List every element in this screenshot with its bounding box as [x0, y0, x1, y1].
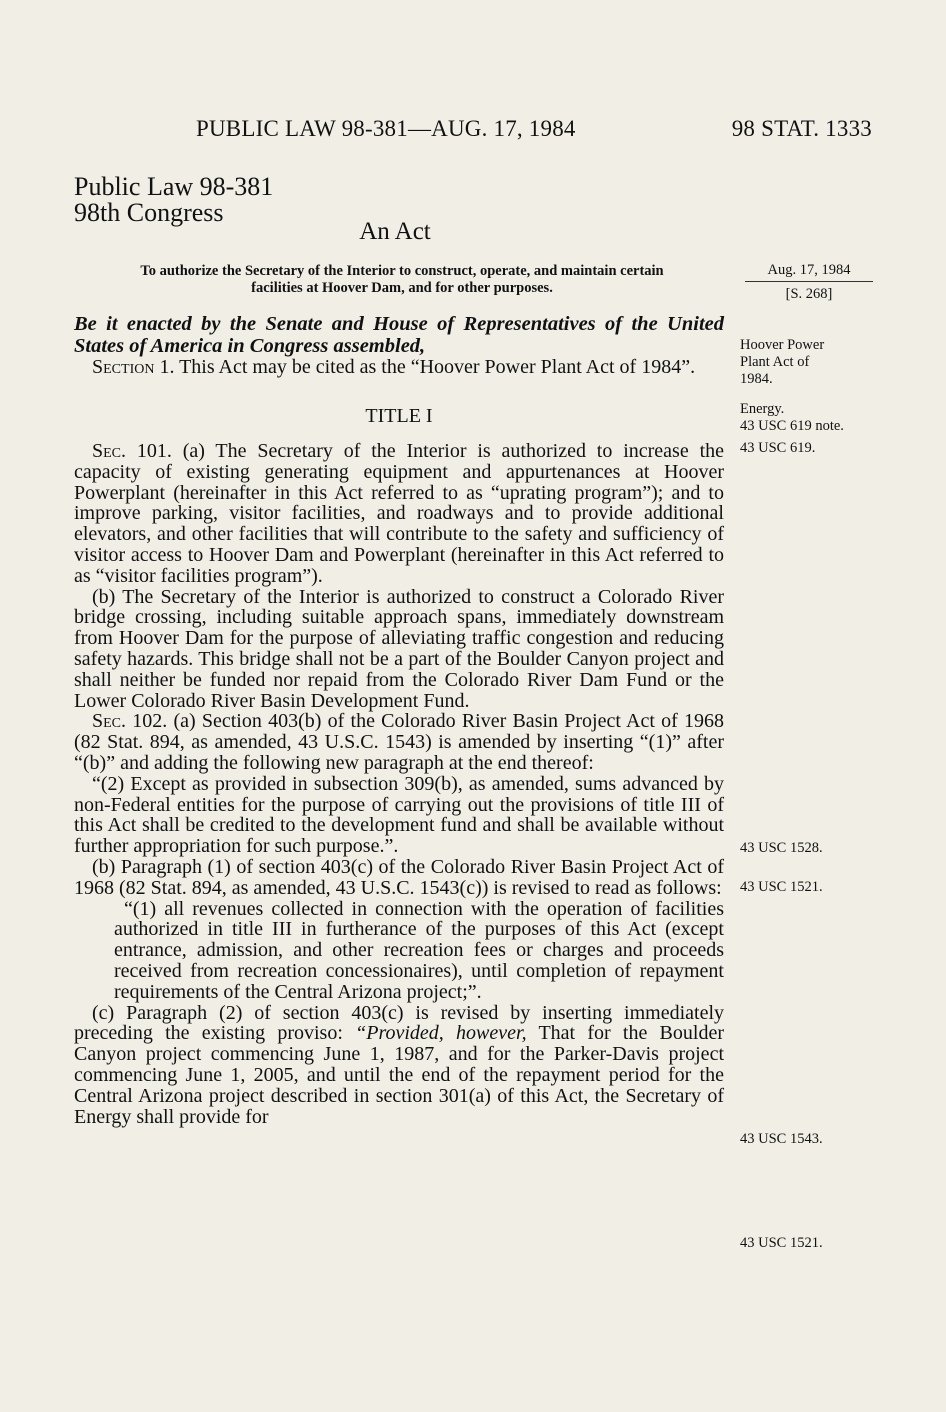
sec-102-c-post: That for the Boulder Canyon project commencing June 1, 1987, and for the Parker-Davis project commencing June 1, 2005, and until the end of the repayment period for the Central Arizona project described in section 301(a) of this Act, the Secretary of Energy shall provide for	[74, 1022, 724, 1128]
sec-102-a-paragraph-2: “(2) Except as provided in subsection 309(b), as amended, sums advanced by non-Federal entities for the purpose of carrying out the provisions of title III of this Act shall be credited to the development fund and shall be available without further appropriation for such purpose.”.	[74, 772, 724, 858]
margin-note-usc-1543: 43 USC 1543.	[740, 1131, 823, 1147]
sec-102-c-pre: (c) Paragraph (2) of section 403(c) is revised by inserting immediately preceding the existing proviso:	[74, 1001, 724, 1045]
enactment-date-note	[745, 262, 873, 303]
section-1	[74, 357, 724, 378]
enacting-clause: Be it enacted by the Senate and House of Representatives of the United States of America in Congress assembled,	[74, 313, 724, 357]
sec-102-a	[74, 711, 724, 773]
sec-101-a	[74, 441, 724, 587]
section-1-label: Section 1.	[92, 356, 175, 378]
public-law-number: Public Law 98-381	[74, 172, 274, 201]
margin-note-usc-1521-second: 43 USC 1521.	[740, 1235, 823, 1251]
long-title-line-2: facilities at Hoover Dam, and for other purposes.	[251, 280, 553, 296]
bill-number: [S. 268]	[785, 286, 833, 302]
sec-101-a-text: (a) The Secretary of the Interior is authorized to increase the capacity of existing generating equipment and appurtenances at Hoover Powerplant (hereinafter in this Act referred to as “uprating program”); and to improve parking, visitor facilities, and roadways and to provide additional elevators, and other facilities that will contribute to the safety and sufficiency of visitor access to Hoover Dam and Powerplant (hereinafter in this Act referred to as “visitor facilities program”).	[74, 440, 725, 587]
margin-note-short-title	[740, 337, 890, 388]
an-act-heading: An Act	[359, 218, 431, 245]
margin-short-title-line-3: 1984.	[740, 371, 773, 387]
sec-102-label: Sec. 102.	[92, 710, 168, 733]
long-title-line-1: To authorize the Secretary of the Interior to construct, operate, and maintain certain	[140, 263, 664, 279]
margin-note-usc-619-note: 43 USC 619 note.	[740, 418, 844, 434]
main-text	[74, 441, 724, 1127]
congress-number: 98th Congress	[74, 198, 224, 227]
margin-note-usc-1521-first: 43 USC 1521.	[740, 879, 823, 895]
margin-short-title-line-1: Hoover Power	[740, 337, 825, 353]
margin-note-energy: Energy.	[740, 401, 785, 417]
margin-note-usc-1528: 43 USC 1528.	[740, 840, 823, 856]
margin-note-usc-619: 43 USC 619.	[740, 440, 816, 456]
sec-102-c-proviso: “Provided, however,	[355, 1022, 527, 1045]
sec-102-c	[74, 1003, 724, 1128]
section-1-text: This Act may be cited as the “Hoover Power Plant Act of 1984”.	[174, 356, 696, 378]
margin-short-title-line-2: Plant Act of	[740, 354, 810, 370]
sec-101-label: Sec. 101.	[92, 440, 172, 462]
sec-102-b-quote: “(1) all revenues collected in connection with the operation of facilities authorized in title III in furtherance of the purposes of this Act (except entrance, admission, and other recreation fees or charges and proceeds received from recreation concessionaires), until completion of repayment requirements of the Central Arizona project;”.	[114, 897, 724, 1003]
title-heading: TITLE I	[365, 405, 433, 427]
sec-102-a-text: (a) Section 403(b) of the Colorado River Basin Project Act of 1968 (82 Stat. 894, as amended, 43 U.S.C. 1543) is amended by inserting “(1)” after “(b)” and adding the following new paragraph at the end thereof:	[74, 710, 724, 774]
running-header-right: 98 STAT. 1333	[731, 116, 872, 141]
running-header-left: PUBLIC LAW 98-381—AUG. 17, 1984	[196, 116, 576, 141]
sec-101-b: (b) The Secretary of the Interior is authorized to construct a Colorado River bridge crossing, including suitable approach spans, immediately downstream from Hoover Dam for the purpose of alleviating traffic congestion and reducing safety hazards. This bridge shall not be a part of the Boulder Canyon project and shall neither be funded nor repaid from the Colorado River Dam Fund or the Lower Colorado River Basin Development Fund.	[74, 585, 724, 712]
enactment-date: Aug. 17, 1984	[745, 262, 873, 282]
long-title	[74, 263, 730, 297]
sec-102-b: (b) Paragraph (1) of section 403(c) of the Colorado River Basin Project Act of 1968 (82 Stat. 894, as amended, 43 U.S.C. 1543(c)) is revised to read as follows:	[74, 855, 724, 899]
